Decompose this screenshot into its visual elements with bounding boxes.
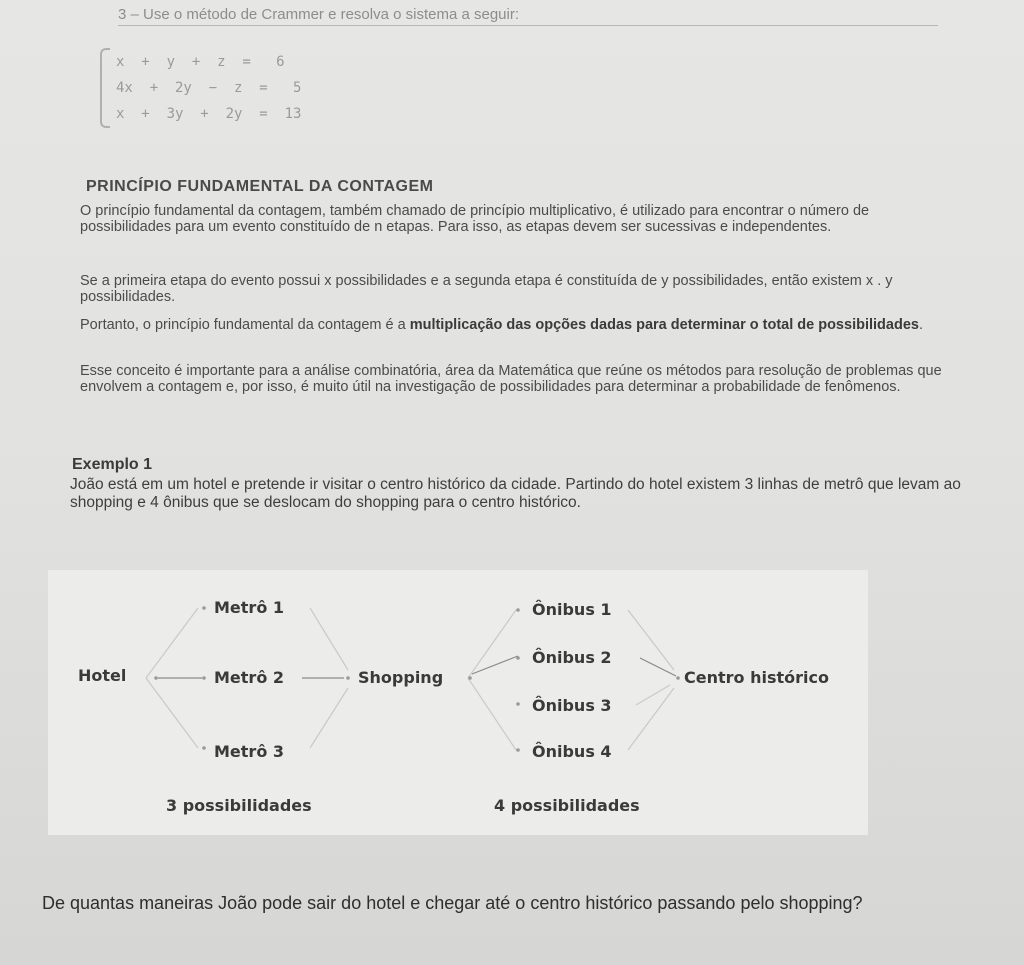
line-shopping-bus1 [468, 610, 516, 678]
line-metro3-shopping [310, 688, 348, 748]
equation-2: 4x + 2y − z = 5 [116, 80, 302, 96]
equation-3: x + 3y + 2y = 13 [116, 106, 302, 122]
dot-bus2 [516, 656, 520, 660]
equation-1: x + y + z = 6 [116, 54, 285, 70]
label-hotel: Hotel [78, 666, 127, 685]
line-bus1-dest [628, 610, 674, 670]
dot-metro1 [202, 606, 206, 610]
label-bus-4: Ônibus 4 [532, 742, 612, 761]
paragraph-4: Esse conceito é importante para a análise combinatória, área da Matemática que reúne os métodos para resolução de problemas que envolvem a contagem e, por isso, é muito útil na investigação de possibilidades para determinar a probabilidade de fenômenos. [80, 363, 942, 395]
dot-destination [676, 676, 680, 680]
final-question: De quantas maneiras João pode sair do hotel e chegar até o centro histórico passando pelo shopping? [42, 893, 863, 913]
dot-shopping-in [346, 676, 350, 680]
dot-metro2 [202, 676, 206, 680]
line-bus2-dest [640, 658, 676, 676]
label-bus-2: Ônibus 2 [532, 648, 612, 667]
label-metro-3: Metrô 3 [214, 742, 285, 761]
line-hotel-metro3 [146, 678, 198, 748]
dot-hotel [154, 676, 158, 680]
label-shopping: Shopping [358, 668, 444, 687]
dot-metro3 [202, 746, 206, 750]
question-header: 3 – Use o método de Crammer e resolva o sistema a seguir: [118, 6, 520, 23]
system-brace [100, 48, 110, 128]
label-metro-2: Metrô 2 [214, 668, 285, 687]
line-hotel-metro1 [146, 608, 198, 678]
dot-bus1 [516, 608, 520, 612]
example-text: João está em um hotel e pretende ir visitar o centro histórico da cidade. Partindo do hotel existem 3 linhas de metrô que levam ao shopping e 4 ônibus que se deslocam do shopping para o centro histórico. [70, 476, 961, 511]
line-metro1-shopping [310, 608, 348, 670]
example-title: Exemplo 1 [72, 456, 153, 473]
route-diagram [48, 570, 868, 835]
label-metro-1: Metrô 1 [214, 598, 285, 617]
paragraph-3-bold: multiplicação das opções dadas para determinar o total de possibilidades [409, 317, 919, 333]
label-bus-3: Ônibus 3 [532, 696, 612, 715]
section-title: PRINCÍPIO FUNDAMENTAL DA CONTAGEM [86, 178, 434, 195]
paragraph-3 [80, 318, 950, 334]
line-shopping-bus4 [468, 678, 516, 750]
label-destination: Centro histórico [684, 668, 829, 687]
label-metro-count: 3 possibilidades [166, 796, 312, 815]
label-bus-1: Ônibus 1 [532, 600, 612, 619]
label-bus-count: 4 possibilidades [494, 796, 640, 815]
paragraph-3-end: . [918, 317, 923, 333]
dot-bus4 [516, 748, 520, 752]
dot-shopping-out [468, 676, 472, 680]
paragraph-1: O princípio fundamental da contagem, também chamado de princípio multiplicativo, é utilizado para encontrar o número de possibilidades para um evento constituído de n etapas. Para isso, as etapas devem ser sucessivas e independentes. [80, 203, 870, 235]
line-bus4-dest [628, 688, 674, 750]
header-rule [118, 25, 938, 26]
paragraph-3-text: Portanto, o princípio fundamental da contagem é a [80, 317, 410, 333]
line-bus3-dest [636, 685, 670, 705]
dot-bus3 [516, 702, 520, 706]
paragraph-2: Se a primeira etapa do evento possui x possibilidades e a segunda etapa é constituída de y possibilidades, então existem x . y possibilidades. [80, 273, 893, 305]
line-shopping-bus2 [472, 656, 518, 674]
